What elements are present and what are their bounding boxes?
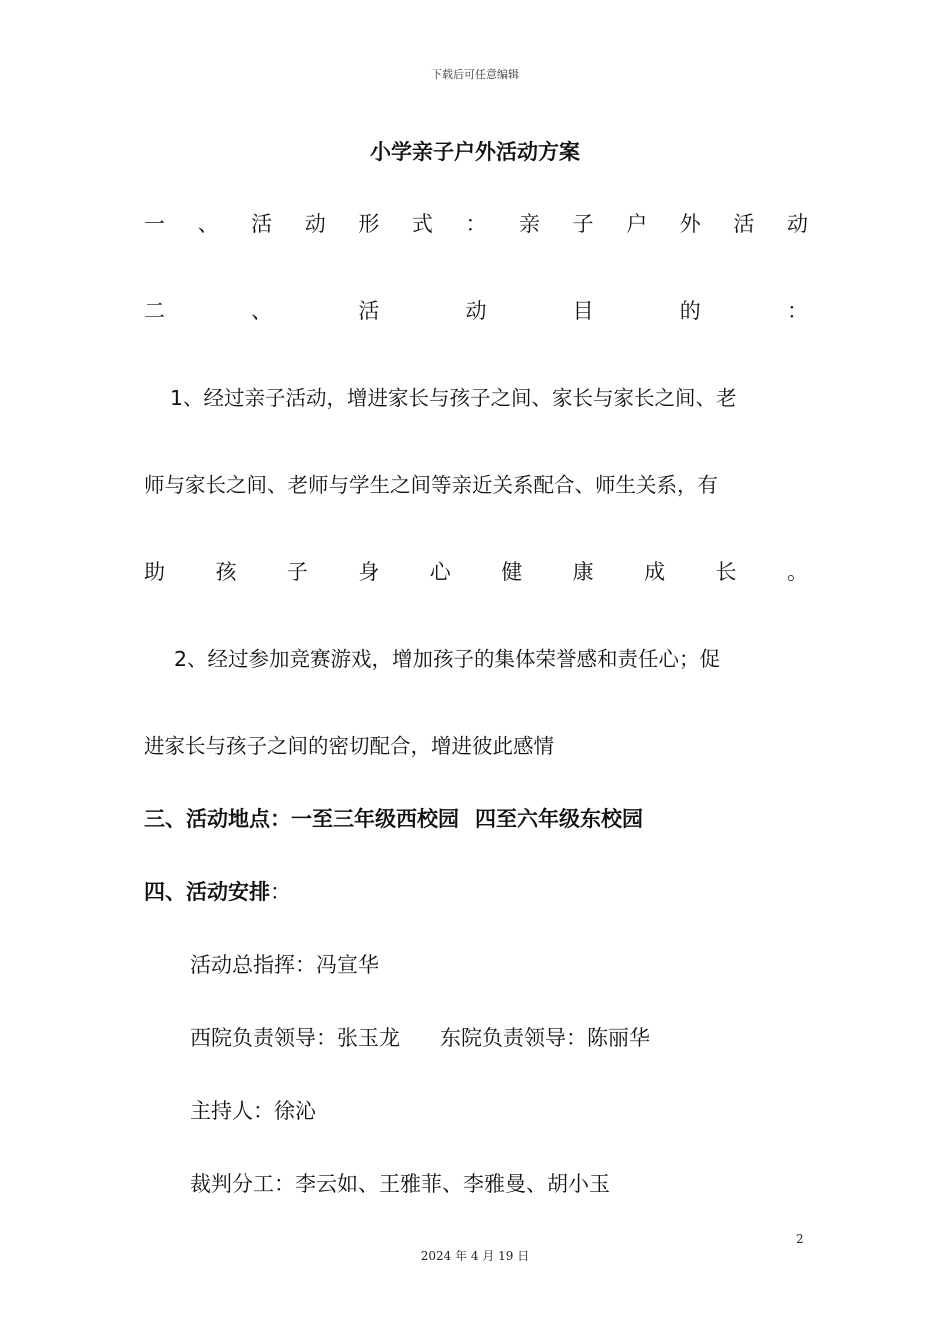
header-note: 下载后可任意编辑 — [431, 68, 519, 81]
section-3-west: 一至三年级西校园 — [291, 807, 459, 831]
purpose-1-char: 子 — [286, 560, 308, 584]
purpose-1-line-3 — [144, 557, 808, 587]
section-1-char: 活 — [251, 212, 273, 236]
host-line — [144, 1096, 808, 1126]
section-3-label: 三、活动地点： — [144, 807, 291, 831]
section-4-heading — [144, 877, 808, 907]
purpose-1-char: 孩 — [215, 560, 237, 584]
section-4-label: 四、活动安排 — [144, 880, 270, 904]
commander-line — [144, 950, 808, 980]
purpose-1-char: 助 — [144, 560, 165, 584]
section-1-char: 一 — [144, 212, 165, 236]
purpose-1-char: 长 — [715, 560, 737, 584]
section-2-char: 、 — [251, 299, 273, 323]
purpose-1-line-1: 1、经过亲子活动，增进家长与孩子之间、家长与家长之间、老 — [170, 386, 737, 410]
referee-names: 李云如、王雅菲、李雅曼、胡小玉 — [295, 1172, 610, 1196]
commander-label: 活动总指挥： — [190, 953, 316, 977]
purpose-1-char: 。 — [786, 560, 808, 584]
section-1-char: 、 — [197, 212, 219, 236]
purpose-2-line-1: 2、经过参加竞赛游戏，增加孩子的集体荣誉感和责任心；促 — [174, 647, 721, 671]
section-1-char: 子 — [572, 212, 594, 236]
section-1-char: ： — [465, 212, 487, 236]
section-2-char: 活 — [358, 299, 380, 323]
section-1-char: 动 — [304, 212, 326, 236]
section-1-char: 动 — [786, 212, 808, 236]
section-2-char: 目 — [572, 299, 594, 323]
section-1-char: 形 — [358, 212, 380, 236]
purpose-1-char: 成 — [644, 560, 666, 584]
purpose-1-char: 身 — [358, 560, 380, 584]
section-1-char: 户 — [626, 212, 648, 236]
commander-name: 冯宣华 — [316, 953, 379, 977]
purpose-1-line-2: 师与家长之间、老师与学生之间等亲近关系配合、师生关系，有 — [144, 473, 718, 497]
purpose-2-line-2: 进家长与孩子之间的密切配合，增进彼此感情 — [144, 734, 554, 758]
section-1-char: 活 — [733, 212, 755, 236]
leaders-line — [144, 1023, 808, 1053]
section-2-heading — [144, 296, 808, 326]
east-leader-name: 陈丽华 — [587, 1026, 650, 1050]
document-title: 小学亲子户外活动方案 — [370, 140, 580, 164]
purpose-1-char: 心 — [429, 560, 451, 584]
section-4-colon: ： — [270, 880, 291, 904]
section-1-char: 亲 — [519, 212, 541, 236]
page-number: 2 — [796, 1232, 804, 1246]
section-2-char: 动 — [465, 299, 487, 323]
referee-label: 裁判分工： — [190, 1172, 295, 1196]
purpose-1-char: 健 — [501, 560, 523, 584]
west-leader-label: 西院负责领导： — [190, 1026, 337, 1050]
host-name: 徐沁 — [274, 1099, 316, 1123]
referee-line — [144, 1169, 808, 1199]
section-1-char: 式 — [411, 212, 433, 236]
section-3-east: 四至六年级东校园 — [475, 807, 643, 831]
east-leader-label: 东院负责领导： — [440, 1026, 587, 1050]
section-2-char: 的 — [679, 299, 701, 323]
footer-date: 2024 年 4 月 19 日 — [420, 1249, 530, 1263]
section-3-heading — [144, 804, 808, 834]
section-2-char: 二 — [144, 299, 165, 323]
section-1-char: 外 — [679, 212, 701, 236]
host-label: 主持人： — [190, 1099, 274, 1123]
section-1-heading — [144, 209, 808, 239]
west-leader-name: 张玉龙 — [337, 1026, 400, 1050]
section-2-char: ： — [786, 299, 808, 323]
purpose-1-char: 康 — [572, 560, 594, 584]
